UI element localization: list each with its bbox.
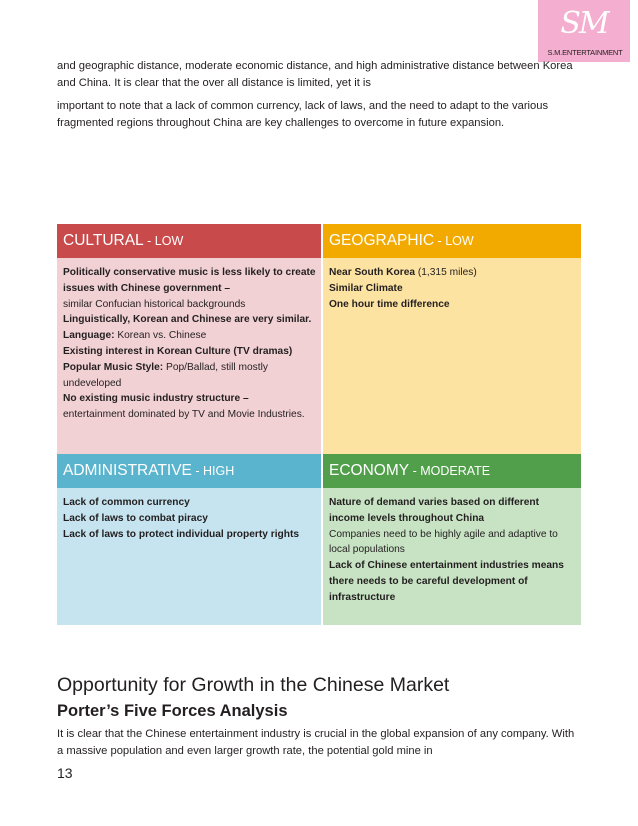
economy-cell: Nature of demand varies based on different income levels throughout China Companies need to be highly agile and adaptive to local populations Lack of Chinese entertainment industries means there needs to be careful development of infrastructure <box>323 488 581 625</box>
cultural-level: LOW <box>154 234 184 248</box>
economy-title: ECONOMY <box>329 462 410 479</box>
intro-paragraph-2: important to note that a lack of common currency, lack of laws, and the need to adapt to the various fragmented regions throughout China are key challenges to overcome in future expansion. <box>57 100 549 129</box>
administrative-header: ADMINISTRATIVE - HIGH <box>57 454 321 488</box>
subsection-title: Porter’s Five Forces Analysis <box>57 702 288 720</box>
administrative-cell: Lack of common currency Lack of laws to combat piracy Lack of laws to protect individual property rights <box>57 488 321 625</box>
intro-paragraph-1: and geographic distance, moderate economic distance, and high administrative distance between Korea and China. It is clear that the over all distance is limited, yet it is <box>57 60 573 89</box>
logo-text: S.M.ENTERTAINMENT <box>547 48 623 57</box>
geographic-level: LOW <box>445 234 474 248</box>
geographic-title: GEOGRAPHIC <box>329 232 435 249</box>
cultural-title: CULTURAL <box>63 232 144 249</box>
sm-entertainment-logo <box>538 0 630 62</box>
logo-mark: SM <box>560 6 608 41</box>
cultural-header: CULTURAL - LOW <box>57 224 321 258</box>
section-title: Opportunity for Growth in the Chinese Market <box>57 674 450 696</box>
administrative-level: HIGH <box>203 464 235 478</box>
geographic-header: GEOGRAPHIC - LOW <box>323 224 581 258</box>
administrative-title: ADMINISTRATIVE <box>63 462 192 479</box>
geographic-cell: Near South Korea (1,315 miles) Similar Climate One hour time difference <box>323 258 581 454</box>
page-number: 13 <box>57 765 73 781</box>
cage-distance-grid <box>57 224 581 625</box>
economy-level: MODERATE <box>420 464 491 478</box>
cultural-cell: Politically conservative music is less likely to create issues with Chinese government – similar Confucian historical backgrounds Linguistically, Korean and Chinese are very similar. Language: Korean vs. Chinese Existing interest in Korean Culture (TV dramas) Popular Music Style: Pop/Ballad, still mostly undeveloped No existing music industry structure – entertainment dominated by TV and Movie Industries. <box>57 258 321 454</box>
body-paragraph: It is clear that the Chinese entertainment industry is crucial in the global expansion of any company. With a massive population and even larger growth rate, the potential gold mine in <box>57 728 575 757</box>
economy-header: ECONOMY - MODERATE <box>323 454 581 488</box>
